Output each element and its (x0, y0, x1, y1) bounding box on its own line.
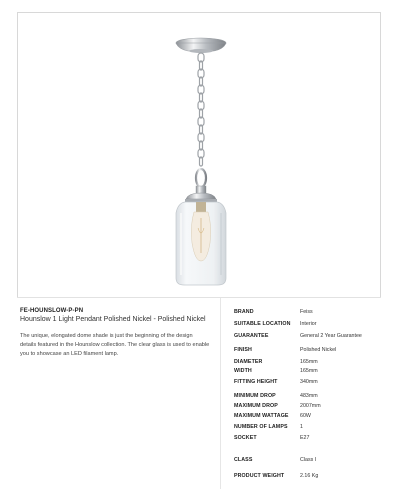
spec-row-finish (234, 347, 384, 356)
spec-row-number-of-lamps (234, 424, 384, 433)
spec-label: MINIMUM DROP (234, 393, 276, 399)
spec-label: DIAMETER (234, 359, 263, 365)
spec-label: MAXIMUM WATTAGE (234, 413, 289, 419)
spec-label: FITTING HEIGHT (234, 379, 278, 385)
spec-value: 165mm (300, 368, 318, 374)
spec-value: Polished Nickel (300, 347, 337, 353)
spec-value: 340mm (300, 379, 318, 385)
spec-value: Feiss (300, 309, 313, 315)
pendant-lamp-image (18, 13, 382, 299)
product-info (20, 308, 210, 359)
spec-label: BRAND (234, 309, 254, 315)
spec-row-socket (234, 435, 384, 444)
spec-row-diameter (234, 359, 384, 368)
column-separator (220, 298, 221, 489)
spec-row-width (234, 368, 384, 377)
product-sku: FE-HOUNSLOW-P-PN (20, 308, 84, 314)
product-image-frame (17, 12, 381, 298)
spec-value: 1 (300, 424, 303, 430)
spec-value: E27 (300, 435, 310, 441)
section-divider (17, 297, 381, 298)
spec-label: SOCKET (234, 435, 257, 441)
spec-label: CLASS (234, 457, 253, 463)
spec-value: Interior (300, 321, 317, 327)
spec-value: 2.16 Kg (300, 473, 319, 479)
spec-value: 2007mm (300, 403, 321, 409)
spec-label: FINISH (234, 347, 252, 353)
product-name: Hounslow 1 Light Pendant Polished Nickel - Polished Nickel (20, 316, 206, 323)
spec-label: SUITABLE LOCATION (234, 321, 291, 327)
spec-row-product-weight (234, 473, 384, 482)
spec-value: General 2 Year Guarantee (300, 333, 362, 339)
spec-label: PRODUCT WEIGHT (234, 473, 285, 479)
spec-row-max-wattage (234, 413, 384, 422)
spec-label: NUMBER OF LAMPS (234, 424, 288, 430)
spec-row-brand (234, 309, 384, 318)
spec-row-location (234, 321, 384, 330)
spec-value: 60W (300, 413, 311, 419)
spec-row-max-drop (234, 403, 384, 412)
spec-value: 165mm (300, 359, 318, 365)
spec-row-class (234, 457, 384, 466)
spec-row-min-drop (234, 393, 384, 402)
spec-label: WIDTH (234, 368, 252, 374)
product-description: The unique, elongated dome shade is just the beginning of the design details featured in the Hounslow collection. The clear glass is used to enable you to showcase an LED filament lamp. (20, 333, 210, 357)
spec-value: 483mm (300, 393, 318, 399)
spec-value: Class I (300, 457, 317, 463)
spec-label: GUARANTEE (234, 333, 269, 339)
spec-row-guarantee (234, 333, 384, 342)
spec-label: MAXIMUM DROP (234, 403, 278, 409)
spec-row-fitting-height (234, 379, 384, 388)
